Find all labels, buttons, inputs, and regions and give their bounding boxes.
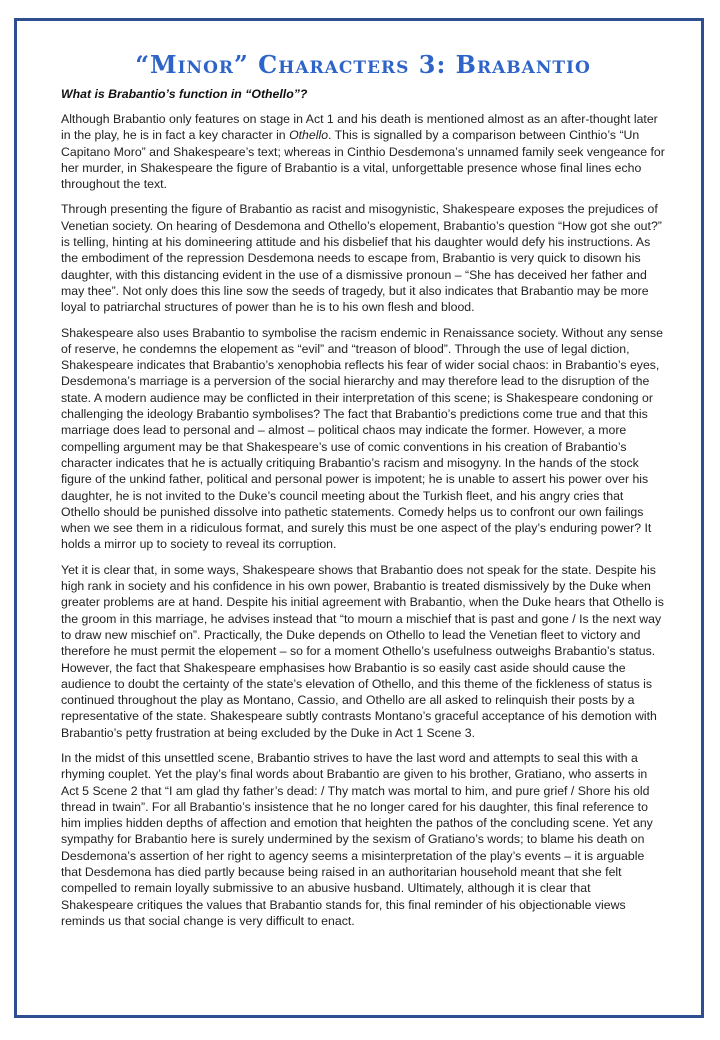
play-title-italic: Othello [289, 128, 329, 143]
paragraph-1-text-b: . This is signalled by a comparison between Cinthio’s “Un Capitano Moro” and Shakespeare’s text; whereas in Cinthio Desdemona’s unnamed family seek vengeance for her murder, in Shakespeare the figure of Brabantio is a vital, unforgettable presence whose final lines echo throughout the text. [61, 128, 665, 192]
page-title: “Minor” Characters 3: Brabantio [135, 50, 591, 79]
page-border [14, 18, 704, 1018]
paragraph-1 [61, 111, 665, 192]
paragraph-1-text-a: Although Brabantio only features on stage in Act 1 and his death is mentioned almost as an after-thought later in the play, he is in fact a key character in [61, 112, 658, 143]
paragraph-3: Shakespeare also uses Brabantio to symbolise the racism endemic in Renaissance society. Without any sense of reserve, he condemns the elopement as “evil” and “treason of blood”. Through the use of legal diction, Shakespeare indicates that Brabantio’s xenophobia reflects his fear of wider social chaos: in Brabantio’s eyes, Desdemona’s marriage is a perversion of the social hierarchy and may therefore lead to the disruption of the state. A modern audience may be conflicted in their interpretation of this scene; is Shakespeare condoning or challenging the ideology Brabantio symbolises? The fact that Brabantio’s predictions come true and that this marriage does lead to personal and – almost – political chaos may indicate the former. However, a more compelling argument may be that Shakespeare’s use of comic conventions in his creation of Brabantio’s character indicates that he is actually critiquing Brabantio’s racism and misogyny. In the hands of the stock figure of the unkind father, political and personal power is impotent; he is unable to assert his power over his daughter, he is not invited to the Duke’s council meeting about the Turkish fleet, and his angry cries that Othello should be punished dissolve into pathetic statements. Comedy helps us to confront our own failings when we see them in a ridiculous format, and surely this must be one aspect of the play’s enduring power? It holds a mirror up to society to reveal its corruption. [61, 325, 663, 552]
paragraph-5: In the midst of this unsettled scene, Brabantio strives to have the last word and attempts to seal this with a rhyming couplet. Yet the play’s final words about Brabantio are given to his brother, Gratiano, who asserts in Act 5 Scene 2 that “I am glad thy father’s dead: / Thy match was mortal to him, and pure grief / Shore his old thread in twain”. For all Brabantio’s insistence that he no longer cared for his daughter, this final reference to him implies hidden depths of affection and emotion that heighten the pathos of the concluding scene. Yet any sympathy for Brabantio here is surely undermined by the sexism of Gratiano’s words; to blame his death on Desdemona’s assertion of her right to agency seems a misinterpretation of the play’s events – it is arguable that Desdemona has died partly because being raised in an authoritarian household meant that she felt compelled to remain loyally submissive to an abusive husband. Ultimately, although it is clear that Shakespeare critiques the values that Brabantio stands for, this final reminder of his objectionable views reminds us that social change is very difficult to enact. [61, 750, 653, 928]
essay-question: What is Brabantio’s function in “Othello”? [61, 87, 308, 101]
paragraph-4: Yet it is clear that, in some ways, Shakespeare shows that Brabantio does not speak for the state. Despite his high rank in society and his confidence in his own power, Brabantio is treated dismissively by the Duke when greater problems are at hand. Despite his initial agreement with Brabantio, when the Duke hears that Othello is the groom in this marriage, he advises instead that “to mourn a mischief that is past and gone / Is the next way to draw new mischief on”. Practically, the Duke depends on Othello to lead the Venetian fleet to victory and therefore he must permit the elopement – so for a moment Othello’s usefulness outweighs Brabantio’s status. However, the fact that Shakespeare emphasises how Brabantio is so easily cast aside should cause the audience to doubt the certainty of the state’s elevation of Othello, and this theme of the fickleness of status is continued throughout the play as Montano, Cassio, and Othello are all asked to relinquish their posts by a representative of the state. Shakespeare subtly contrasts Montano’s graceful acceptance of his demotion with Brabantio’s petty frustration at being excluded by the Duke in Act 1 Scene 3. [61, 562, 664, 740]
paragraph-2: Through presenting the figure of Brabantio as racist and misogynistic, Shakespeare exposes the prejudices of Venetian society. On hearing of Desdemona and Othello’s elopement, Brabantio’s question “How got she out?” is telling, hinting at his domineering attitude and his disbelief that his daughter would defy his instructions. As the embodiment of the repression Desdemona needs to escape from, Brabantio is very quick to disown his daughter, with this distancing evident in the use of a dismissive pronoun – “She has deceived her father and may thee”. Not only does this line sow the seeds of tragedy, but it also indicates that Brabantio may be more loyal to patriarchal structures of power than he is to his own flesh and blood. [61, 202, 662, 315]
document-body [17, 21, 701, 1015]
